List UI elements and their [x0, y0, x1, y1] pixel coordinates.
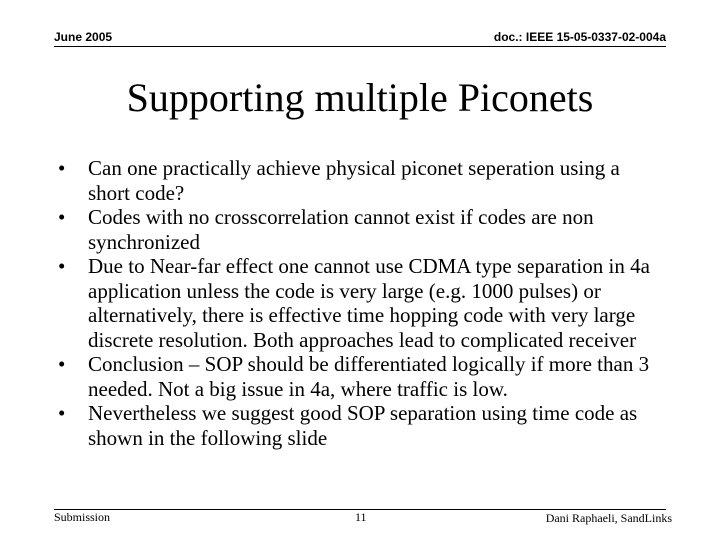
footer-author: Dani Raphaeli, SandLinks	[545, 511, 672, 525]
bullet-text: Conclusion – SOP should be differentiated logically if more than 3 needed. Not a big issue in 4a, where traffic is low.	[88, 352, 650, 401]
header-divider	[54, 46, 666, 47]
bullet-text: Can one practically achieve physical piconet seperation using a short code?	[88, 156, 620, 205]
bullet-item	[56, 156, 656, 205]
bullet-marker: •	[58, 352, 66, 376]
slide-title: Supporting multiple Piconets	[126, 75, 594, 120]
header-doc-id: doc.: IEEE 15-05-0337-02-004a	[493, 30, 666, 44]
bullet-text: Nevertheless we suggest good SOP separation using time code as shown in the following slide	[88, 401, 638, 450]
bullet-item	[56, 205, 656, 254]
bullet-item	[56, 254, 656, 352]
header-date: June 2005	[54, 30, 113, 44]
bullet-item	[56, 401, 656, 450]
bullet-text: Codes with no crosscorrelation cannot exist if codes are non synchronized	[88, 205, 594, 254]
footer-submission: Submission	[54, 510, 111, 524]
footer-page-number: 11	[355, 510, 367, 524]
bullet-text: Due to Near-far effect one cannot use CDMA type separation in 4a application unless the code is very large (e.g. 1000 pulses) or alternatively, there is effective time hopping code with very large discrete resolution. Both approaches lead to complicated receiver	[88, 254, 650, 352]
bullet-item	[56, 352, 656, 401]
bullet-list	[56, 156, 656, 450]
bullet-marker: •	[58, 254, 66, 278]
bullet-marker: •	[58, 401, 66, 425]
bullet-marker: •	[58, 156, 66, 180]
bullet-marker: •	[58, 205, 66, 229]
